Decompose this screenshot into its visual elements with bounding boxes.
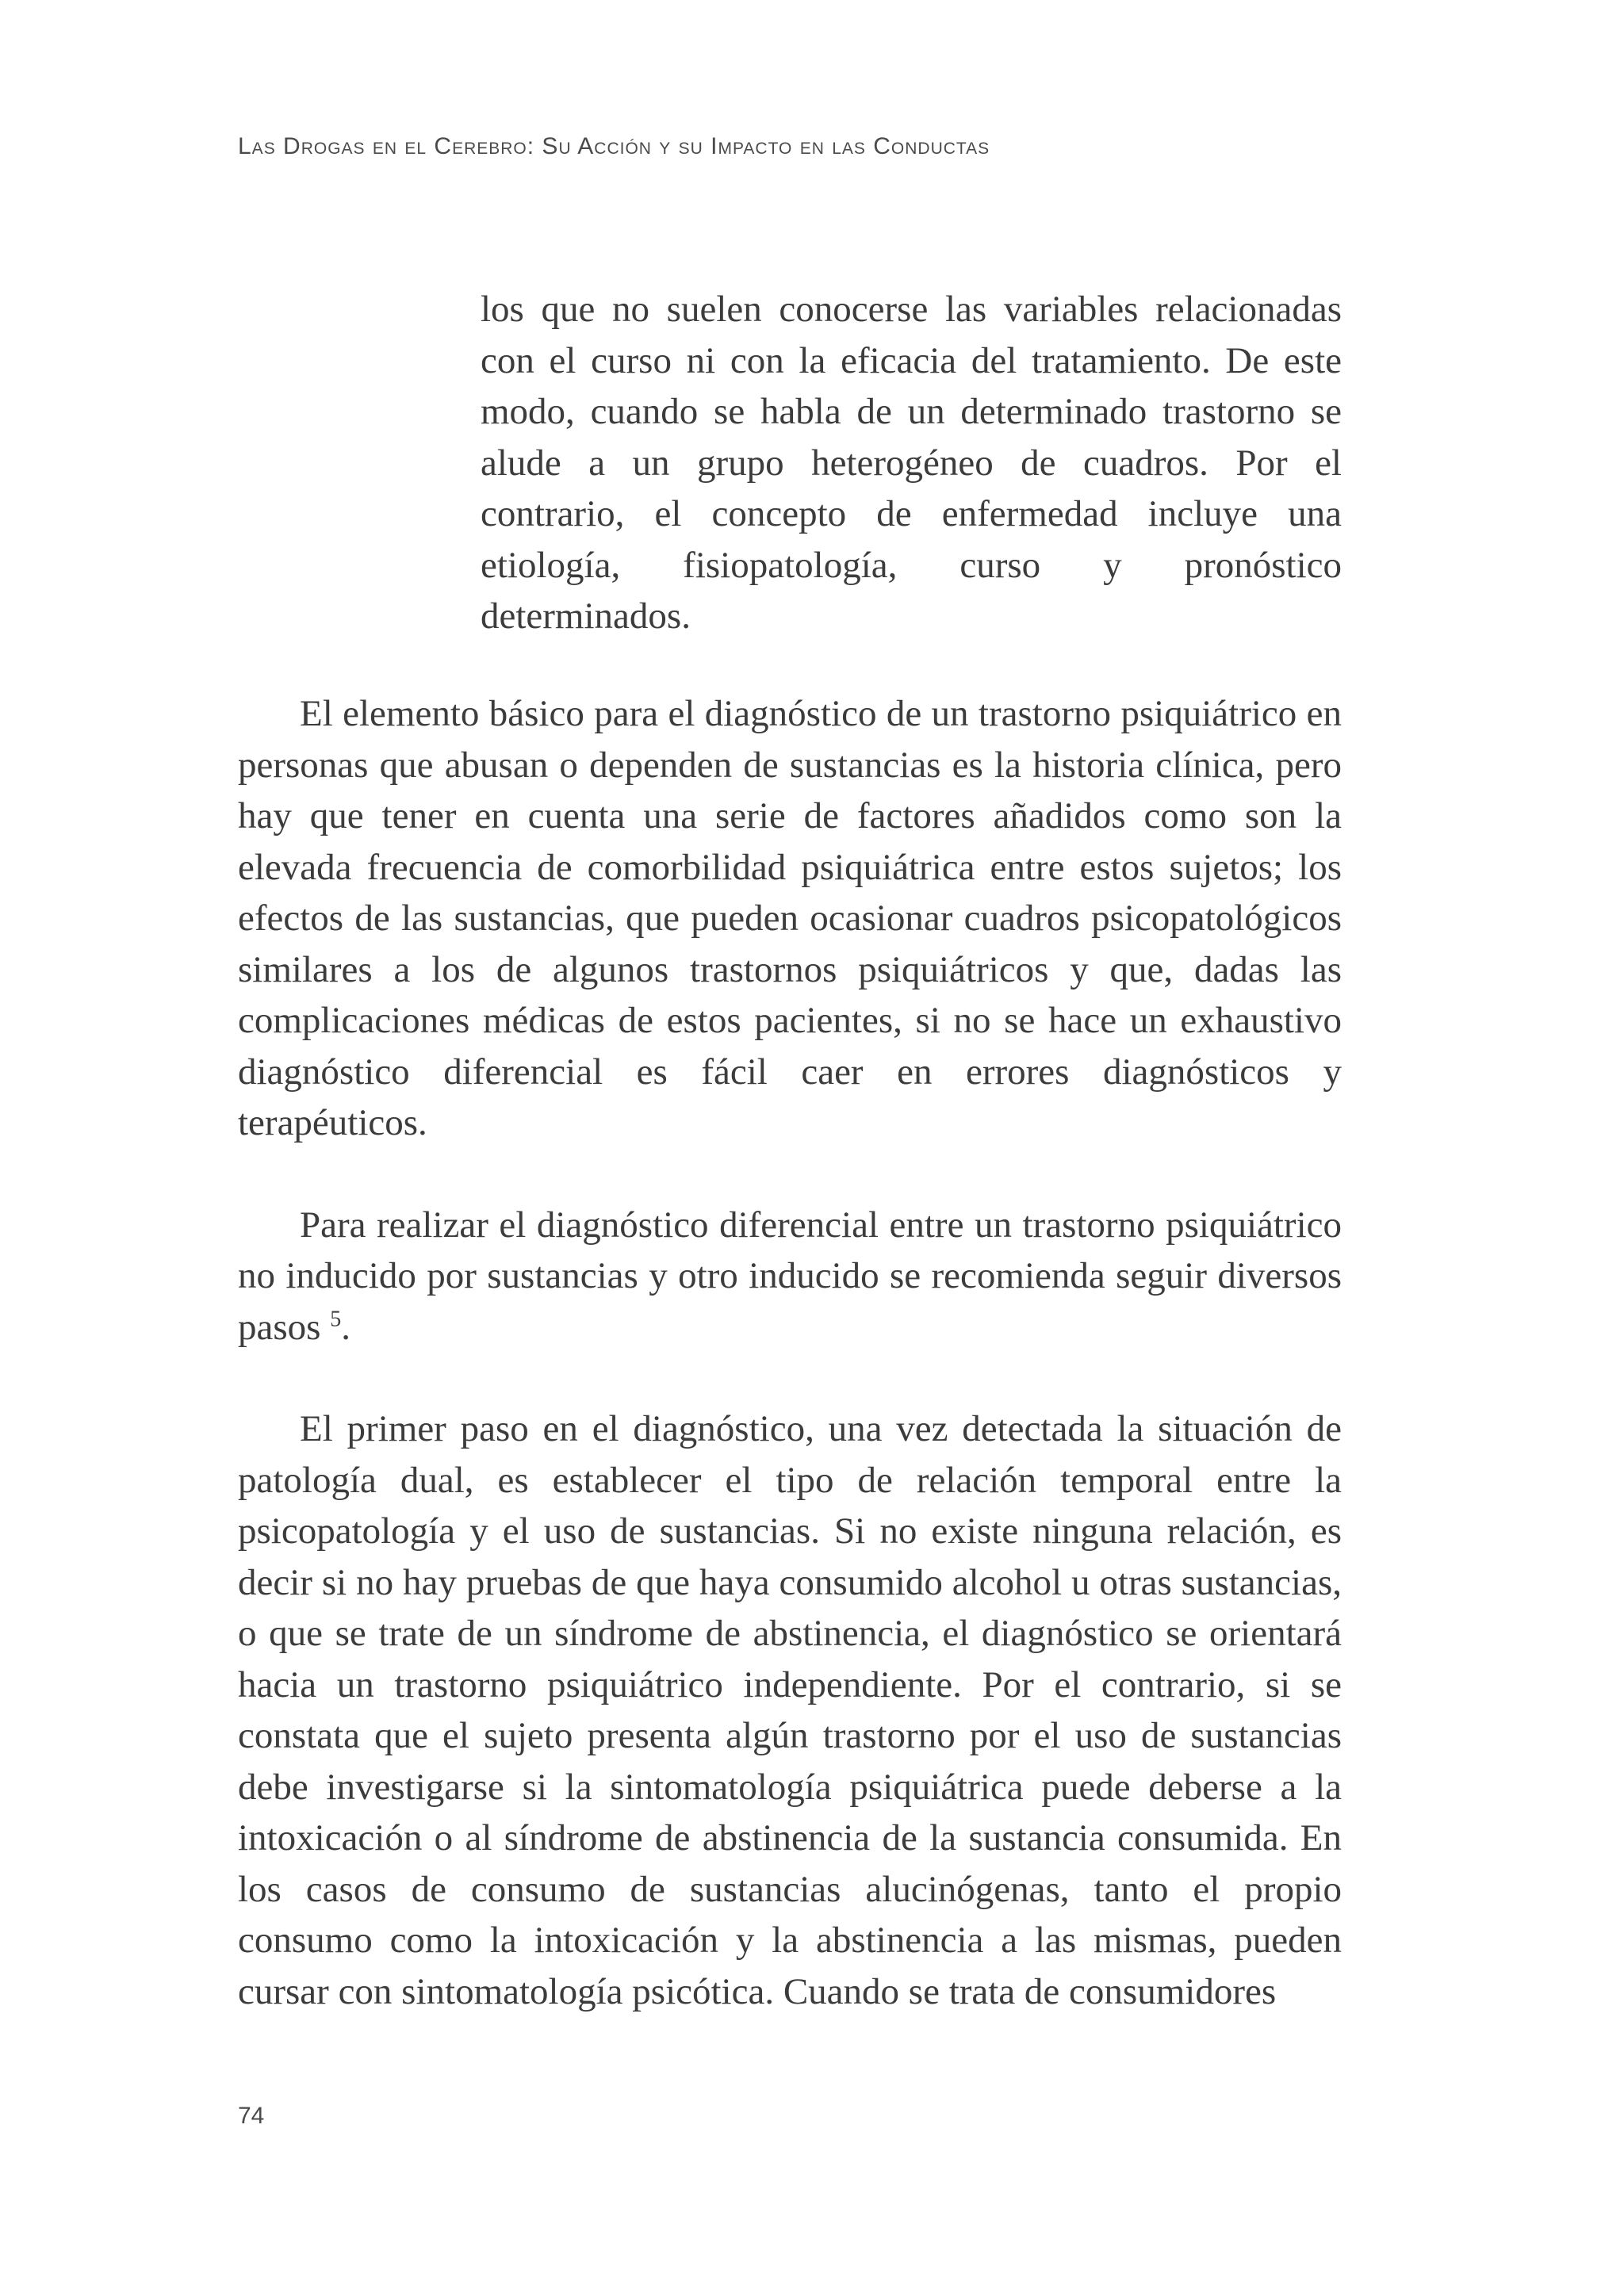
paragraph-tail: .	[341, 1306, 350, 1348]
running-header: Las Drogas en el Cerebro: Su Acción y su Impacto en las Conductas	[238, 133, 990, 159]
paragraph-text: Para realizar el diagnóstico diferencial entre un trastorno psiquiátrico no inducido por sustancias y otro inducido se recomienda seguir diversos pasos	[238, 1204, 1342, 1348]
page-number: 74	[238, 2103, 265, 2129]
paragraph-diagnostico-basico: El elemento básico para el diagnóstico de un trastorno psiquiátrico en personas que abusan o dependen de sustancias es la historia clínica, pero hay que tener en cuenta una serie de factores añadidos como son la elevada frecuencia de comorbilidad psiquiátrica entre estos sujetos; los efectos de las sustancias, que pueden ocasionar cuadros psicopatológicos similares a los de algunos trastornos psiquiátricos y que, dadas las complicaciones médicas de estos pacientes, si no se hace un exhaustivo diagnóstico diferencial es fácil caer en errores diagnósticos y terapéuticos.	[238, 693, 1342, 1143]
paragraph-diagnostico-diferencial	[238, 1200, 1342, 1353]
paragraph-primer-paso: El primer paso en el diagnóstico, una vez detectada la situación de patología dual, es establecer el tipo de relación temporal entre la psicopatología y el uso de sustancias. Si no existe ninguna relación, es decir si no hay pruebas de que haya consumido alcohol u otras sustancias, o que se trate de un síndrome de abstinencia, el diagnóstico se orientará hacia un trastorno psiquiátrico independiente. Por el contrario, si se constata que el sujeto presenta algún trastorno por el uso de sustancias debe investigarse si la sintomatología psiquiátrica puede deberse a la intoxicación o al síndrome de abstinencia de la sustancia consumida. En los casos de consumo de sustancias alucinógenas, tanto el propio consumo como la intoxicación y la abstinencia a las mismas, pueden cursar con sintomatología psicótica. Cuando se trata de consumidores	[238, 1408, 1342, 2012]
main-text-column	[238, 688, 1342, 2068]
quote-block: los que no suelen conocerse las variables relacionadas con el curso ni con la eficacia del tratamiento. De este modo, cuando se habla de un determinado trastorno se alude a un grupo heterogéneo de cuadros. Por el contrario, el concepto de enfermedad incluye una etiología, fisiopatología, curso y pronóstico determinados.	[481, 289, 1342, 637]
footnote-ref[interactable]: 5	[330, 1306, 342, 1331]
